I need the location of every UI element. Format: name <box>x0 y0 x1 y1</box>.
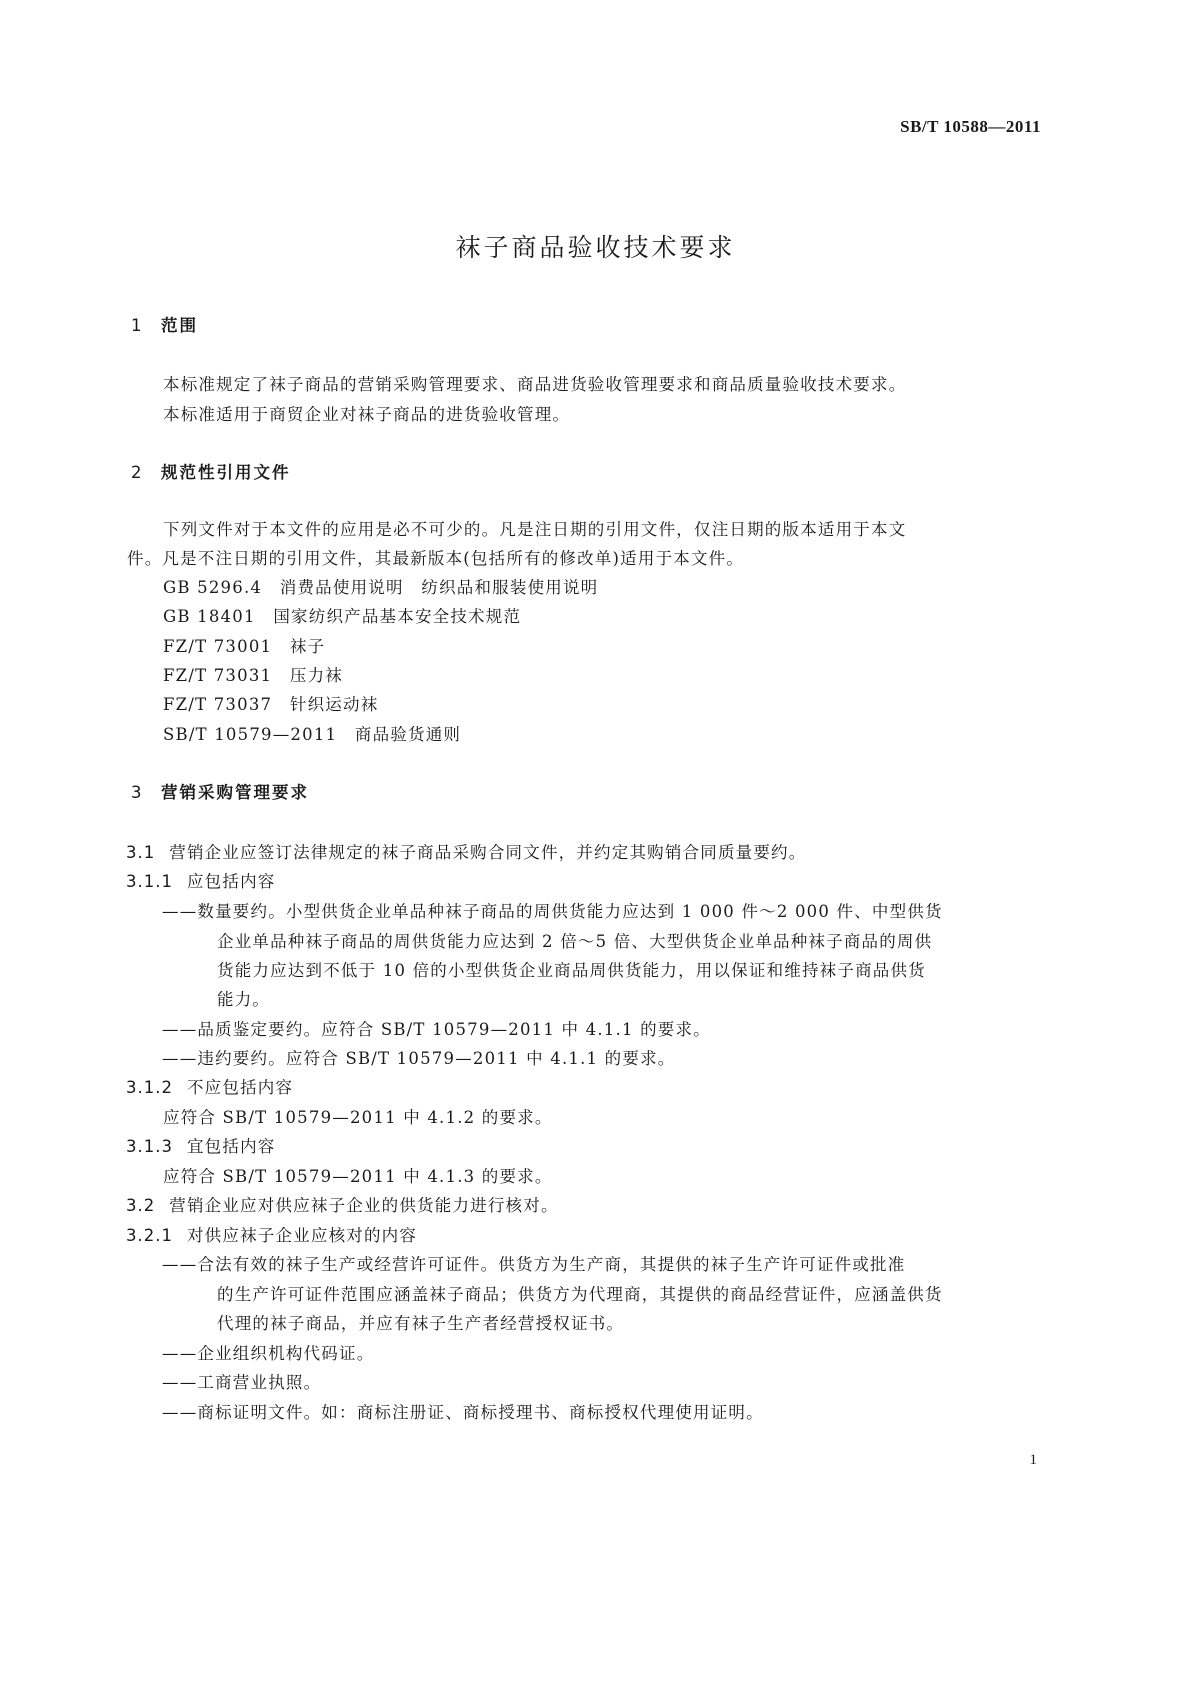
section-number: 1 <box>131 316 142 335</box>
reference-item: FZ/T 73037 针织运动袜 <box>163 695 379 714</box>
section-2-heading <box>131 459 291 483</box>
clause-body: 应符合 SB/T 10579—2011 中 4.1.3 的要求。 <box>163 1167 553 1186</box>
clause-body: 应符合 SB/T 10579—2011 中 4.1.2 的要求。 <box>163 1108 553 1127</box>
list-item: ——品质鉴定要约。应符合 SB/T 10579—2011 中 4.1.1 的要求。 <box>162 1020 711 1039</box>
list-item: ——工商营业执照。 <box>162 1373 322 1392</box>
clause-number: 3.1.3 <box>126 1137 173 1156</box>
list-item-continuation: 企业单品种袜子商品的周供货能力应达到 2 倍～5 倍、大型供货企业单品种袜子商品的周供 <box>217 932 933 951</box>
list-item-continuation: 货能力应达到不低于 10 倍的小型供货企业商品周供货能力，用以保证和维持袜子商品供货 <box>217 961 926 980</box>
clause-number: 3.2.1 <box>126 1226 173 1245</box>
list-item: ——合法有效的袜子生产或经营许可证件。供货方为生产商，其提供的袜子生产许可证件或批准 <box>162 1255 906 1274</box>
section-title: 范围 <box>161 316 198 335</box>
refs-intro-line-1: 下列文件对于本文件的应用是必不可少的。凡是注日期的引用文件，仅注日期的版本适用于本文 <box>163 520 907 539</box>
reference-item: FZ/T 73031 压力袜 <box>163 666 344 685</box>
list-item: ——企业组织机构代码证。 <box>162 1344 375 1363</box>
reference-item: SB/T 10579—2011 商品验货通则 <box>163 725 462 744</box>
reference-item: GB 5296.4 消费品使用说明 纺织品和服装使用说明 <box>163 578 599 597</box>
section-number: 2 <box>131 463 142 482</box>
clause-number: 3.1 <box>126 843 156 862</box>
clause-text: 应包括内容 <box>186 872 276 891</box>
list-item: ——商标证明文件。如：商标注册证、商标授理书、商标授权代理使用证明。 <box>162 1403 764 1422</box>
list-item-continuation: 能力。 <box>217 990 271 1009</box>
clause-text: 不应包括内容 <box>186 1078 294 1097</box>
scope-paragraph-2: 本标准适用于商贸企业对袜子商品的进货验收管理。 <box>163 405 571 424</box>
list-item-continuation: 代理的袜子商品，并应有袜子生产者经营授权证书。 <box>217 1314 625 1333</box>
list-item: ——数量要约。小型供货企业单品种袜子商品的周供货能力应达到 1 000 件～2 000 件、中型供货 <box>162 902 943 921</box>
reference-item: GB 18401 国家纺织产品基本安全技术规范 <box>163 607 522 626</box>
clause-text: 营销企业应对供应袜子企业的供货能力进行核对。 <box>169 1196 559 1215</box>
clause-number: 3.2 <box>126 1196 156 1215</box>
section-number: 3 <box>131 783 142 802</box>
reference-item: FZ/T 73001 袜子 <box>163 637 326 656</box>
clause-number: 3.1.2 <box>126 1078 173 1097</box>
standard-code: SB/T 10588—2011 <box>900 117 1041 136</box>
clause-text: 宜包括内容 <box>186 1137 276 1156</box>
section-title: 营销采购管理要求 <box>161 783 309 802</box>
clause-3-1-1 <box>126 868 275 892</box>
section-3-heading <box>131 779 309 803</box>
refs-intro-line-2: 件。凡是不注日期的引用文件，其最新版本(包括所有的修改单)适用于本文件。 <box>127 549 745 568</box>
clause-3-1 <box>126 839 806 863</box>
clause-text: 对供应袜子企业应核对的内容 <box>186 1226 418 1245</box>
section-1-heading <box>131 312 198 336</box>
clause-number: 3.1.1 <box>126 872 173 891</box>
clause-3-1-2 <box>126 1074 293 1098</box>
clause-3-2 <box>126 1192 559 1216</box>
page-number: 1 <box>1029 1452 1037 1468</box>
clause-text: 营销企业应签订法律规定的袜子商品采购合同文件，并约定其购销合同质量要约。 <box>169 843 807 862</box>
clause-3-1-3 <box>126 1133 275 1157</box>
list-item: ——违约要约。应符合 SB/T 10579—2011 中 4.1.1 的要求。 <box>162 1049 676 1068</box>
document-title: 袜子商品验收技术要求 <box>455 233 736 262</box>
list-item-continuation: 的生产许可证件范围应涵盖袜子商品；供货方为代理商，其提供的商品经营证件，应涵盖供货 <box>217 1285 943 1304</box>
scope-paragraph-1: 本标准规定了袜子商品的营销采购管理要求、商品进货验收管理要求和商品质量验收技术要求。 <box>163 375 907 394</box>
section-title: 规范性引用文件 <box>161 463 291 482</box>
clause-3-2-1 <box>126 1222 417 1246</box>
